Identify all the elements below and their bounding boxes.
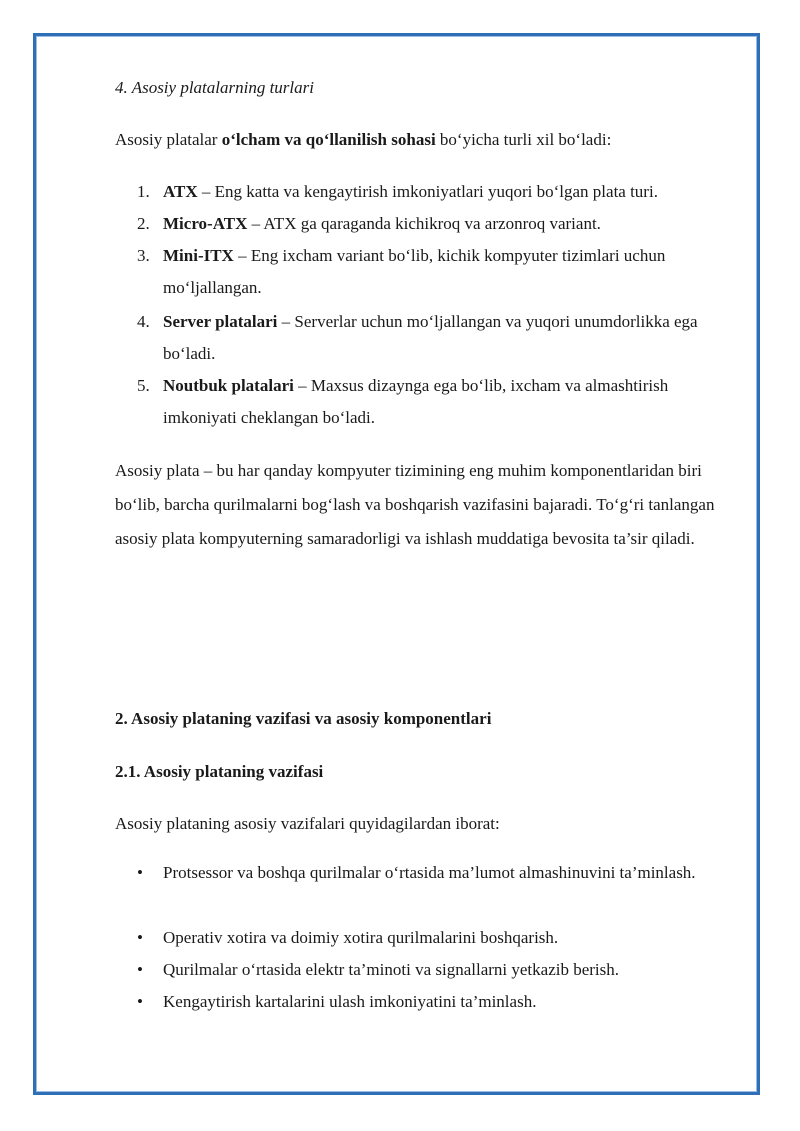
section-2-1-intro: Asosiy plataning asosiy vazifalari quyidagilardan iborat: xyxy=(115,814,500,833)
section-4-summary: Asosiy plata – bu har qanday kompyuter tizimining eng muhim komponentlaridan biri bo‘lib, barcha qurilmalarni bog‘lash va boshqarish vazifasini bajaradi. To‘g‘ri tanlangan asosiy plata kompyuterning samaradorligi va ishlash muddatiga bevosita ta’sir qiladi. xyxy=(115,461,715,548)
bullet-icon: • xyxy=(137,992,143,1011)
section-4-intro: Asosiy platalar o‘lcham va qo‘llanilish sohasi bo‘yicha turli xil bo‘ladi: xyxy=(115,130,612,149)
bullet-icon: • xyxy=(137,863,143,882)
bullet-icon: • xyxy=(137,928,143,947)
section-2-1-heading: 2.1. Asosiy plataning vazifasi xyxy=(115,762,324,781)
bullet-icon: • xyxy=(137,960,143,979)
section-4-heading: 4. Asosiy platalarning turlari xyxy=(115,78,314,97)
section-2-heading: 2. Asosiy plataning vazifasi va asosiy komponentlari xyxy=(115,709,492,728)
